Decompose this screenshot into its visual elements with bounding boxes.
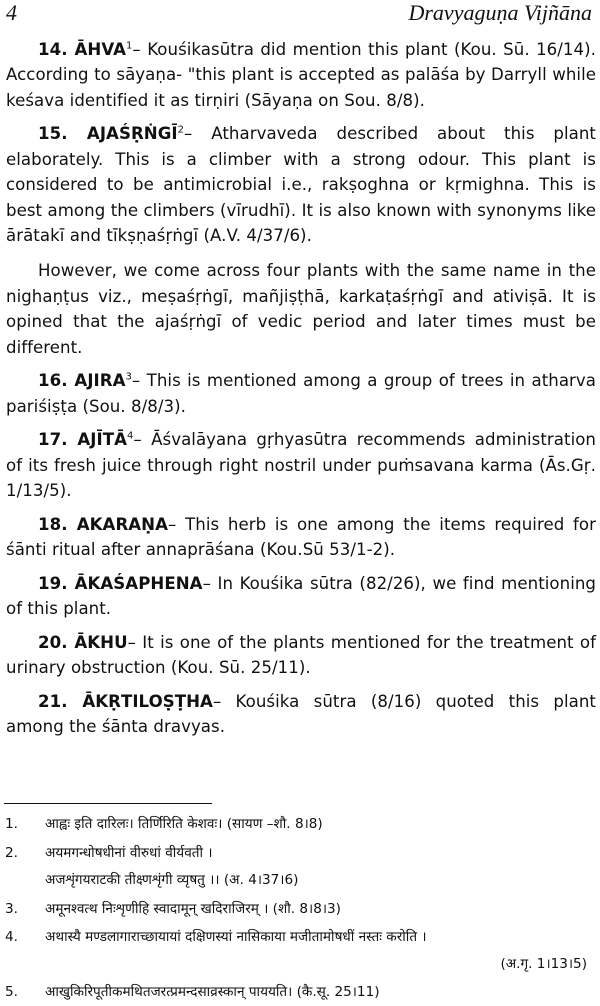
footnote-number: 1. bbox=[5, 816, 18, 832]
footnote-text: अयमगन्धोषधीनां वीरुधां वीर्यवती । bbox=[45, 845, 213, 861]
entry-term: 19. ĀKAŚAPHENA bbox=[38, 573, 203, 593]
footnote-number: 2. bbox=[5, 845, 18, 861]
entry-term: 20. ĀKHU bbox=[38, 632, 128, 652]
running-title: Dravyaguṇa Vijñāna bbox=[408, 0, 592, 25]
entry-paragraph bbox=[6, 630, 596, 681]
entry-text: – Āśvalāyana gṛhyasūtra recommends administration of its fresh juice through right nostril under puṁsavana karma (Ās.Gṛ. 1/13/5). bbox=[6, 430, 596, 501]
entry-term: 17. AJĪTĀ bbox=[38, 430, 127, 450]
footnote-number: 3. bbox=[5, 901, 18, 917]
footnote-marker: 2 bbox=[177, 124, 185, 136]
entry-paragraph bbox=[6, 37, 596, 113]
entry-paragraph bbox=[6, 571, 596, 622]
entry-paragraph bbox=[6, 689, 596, 740]
footnote bbox=[5, 982, 595, 1002]
footnote bbox=[5, 843, 595, 863]
footnote-continuation: अजशृंगयराटकी तीक्ष्णशृंगी व्यृषतु ।। (अ. 4।37।6) bbox=[45, 872, 299, 888]
entry-text: However, we come across four plants with the same name in the nighaṇṭus viz., meṣaśṛṅgī, mañjiṣṭhā, karkaṭaśṛṅgī and ativiṣā. It is opined that the ajaśṛṅgī of vedic period and later times must be different. bbox=[6, 261, 596, 357]
main-text bbox=[6, 37, 596, 748]
entry-paragraph bbox=[6, 121, 596, 248]
entry-text: – This is mentioned among a group of trees in atharva pariśiṣṭa (Sou. 8/8/3). bbox=[6, 371, 596, 416]
entry-term: 21. ĀKṚTILOṢṬHA bbox=[38, 691, 213, 711]
footnote-marker: 3 bbox=[125, 371, 132, 383]
footnote bbox=[5, 899, 595, 919]
entry-text: – It is one of the plants mentioned for the treatment of urinary obstruction (Kou. Sū. 25/11). bbox=[6, 632, 596, 678]
footnote bbox=[5, 927, 595, 947]
footnote-text: आखुकिरिपूतीकमथितजरत्प्रमन्दसाव्रस्कान् पाययति। (कै.सू. 25।11) bbox=[45, 984, 380, 1000]
entry-paragraph bbox=[6, 258, 596, 360]
entry-text: – Kouśika sūtra (8/16) quoted this plant among the śānta dravyas. bbox=[6, 691, 596, 737]
footnote-marker: 4 bbox=[127, 430, 134, 442]
footnote bbox=[5, 814, 595, 834]
entry-text: – This herb is one among the items required for śānti ritual after annaprāśana (Kou.Sū 53/1-2). bbox=[6, 514, 596, 560]
footnote-text: अमूनश्वत्थ निःशृणीहि स्वादामून् खदिराजिरम् । (शौ. 8।8।3) bbox=[45, 901, 341, 917]
footnote-text: आह्वः इति दारिलः। तिर्णिरिति केशवः। (सायण –शौ. 8।8) bbox=[45, 816, 323, 832]
entry-term: 16. AJIRA bbox=[38, 371, 126, 391]
entry-text: – In Kouśika sūtra (82/26), we find mentioning of this plant. bbox=[6, 573, 597, 619]
entry-text: – Atharvaveda described about this plant elaborately. This is a climber with a strong odour. This plant is considered to be antimicrobial i.e., rakṣoghna or kṛmighna. This is best among the climbers (vīrudhī). It is also known with synonyms like ārātakī and tīkṣṇaśṛṅgī (A.V. 4/37/6). bbox=[6, 124, 596, 246]
page-number: 4 bbox=[6, 0, 17, 25]
footnote-number: 4. bbox=[5, 929, 18, 945]
entry-paragraph bbox=[6, 427, 596, 503]
footnote-number: 5. bbox=[5, 984, 18, 1000]
footnote-text: अथास्यै मण्डलागाराच्छायायां दक्षिणस्यां नासिकाया मजीतामोषधीं नस्तः करोति । bbox=[45, 929, 427, 945]
entry-term: 18. AKARAṆA bbox=[38, 514, 169, 534]
entry-term: 15. AJAŚṚṄGĪ bbox=[38, 124, 178, 144]
footnote-separator bbox=[4, 803, 212, 804]
entry-term: 14. ĀHVA bbox=[38, 40, 126, 59]
footnote-marker: 1 bbox=[125, 40, 133, 52]
entry-text: – Kouśikasūtra did mention this plant (Kou. Sū. 16/14). According to sāyaṇa- "this plant is accepted as palāśa by Darryll while keśava identified it as tirṇiri (Sāyaṇa on Sou. 8/8). bbox=[6, 40, 596, 110]
entry-paragraph bbox=[6, 368, 596, 419]
entry-paragraph bbox=[6, 512, 596, 563]
footnote-reference: (अ.गृ. 1।13।5) bbox=[500, 956, 587, 972]
